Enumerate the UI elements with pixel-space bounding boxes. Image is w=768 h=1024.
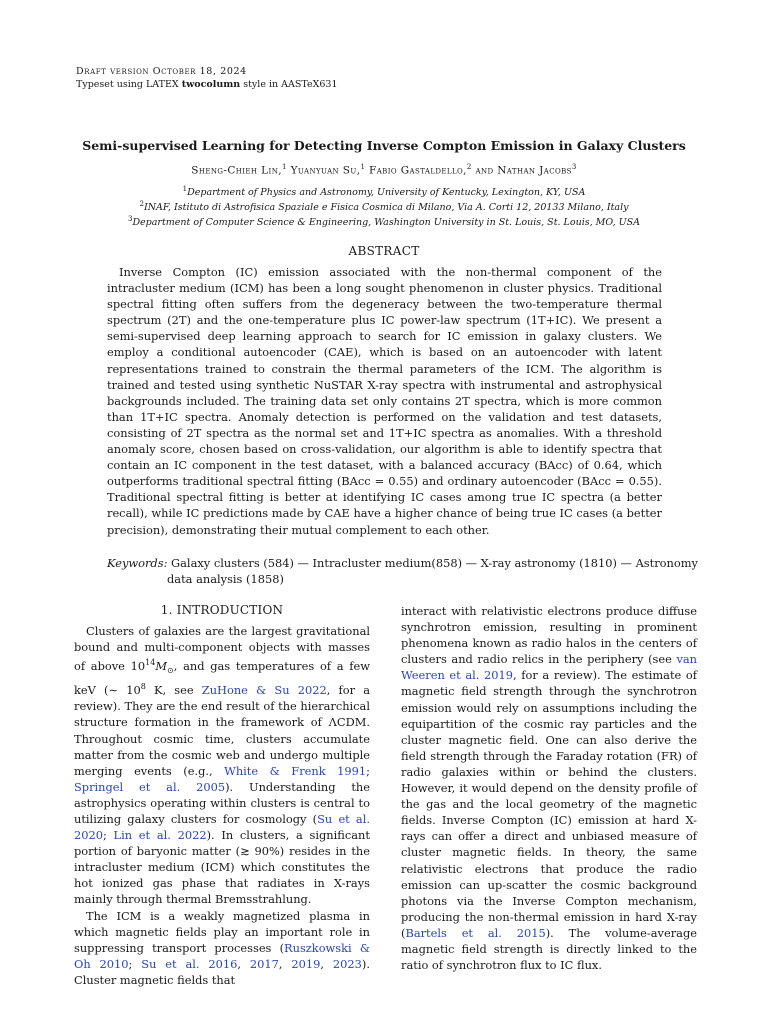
body-text: , [278,956,292,971]
affiliation-text: Department of Computer Science & Engineering, Washington University in St. Louis, St. Louis, MO, USA [132,217,641,229]
affiliation-2 [60,200,708,213]
superscript-text: 8 [140,682,146,692]
typeset-line [76,79,338,90]
affiliation-3 [60,215,708,228]
body-text: K, see [145,683,202,698]
body-text: M [155,659,168,674]
citation-link[interactable]: 2019 [291,956,321,971]
author-name: Fabio Gastaldello, [365,164,467,177]
typeset-bold: twocolumn [181,79,241,90]
typeset-latex: LATEX [146,79,179,90]
author-affil-mark: 2 [466,163,472,171]
citation-link[interactable]: Springel et al. 2005 [74,779,226,794]
citation-link[interactable]: Su et al. 2020 [74,812,370,843]
citation-link[interactable]: van Weeren et al. 2019 [401,652,697,683]
body-text: , for a review). The estimate of magnetic field strength through the synchrotron emission would rely on assumptions including the equipartition of the cosmic ray particles and the cluster magnetic field. One can also derive the field strength through the Faraday rotation (FR) of radio galaxies within or behind the clusters. However, it would depend on the density profile of the gas and the local geometry of the magnetic fields. Inverse Compton (IC) emission at hard X-rays can offer a direct and unbiased measure of cluster magnetic fields. In theory, the same relativistic electrons that produce the radio emission can up-scatter the cosmic background photons via the Inverse Compton mechanism, producing the non-thermal emission in hard X-ray ( [401,668,697,940]
citation-link[interactable]: 2023 [332,956,362,971]
affiliation-mark: 2 [139,200,144,208]
right-column [401,603,697,973]
author-name: Yuanyuan Su, [286,164,361,177]
citation-link[interactable]: ZuHone & Su 2022 [201,683,327,698]
abstract-heading: ABSTRACT [348,244,420,258]
body-text: ). Understanding the astrophysics operating within clusters is central to utilizing galaxy clusters for cosmology ( [74,779,370,826]
body-text: ). The volume-average magnetic field strength is directly linked to the ratio of synchrotron flux to IC flux. [401,925,697,973]
author-affil-mark: 1 [360,163,366,171]
abstract-body: Inverse Compton (IC) emission associated with the non-thermal component of the intracluster medium (ICM) has been a long sought phenomenon in cluster physics. Traditional spectral fitting often suffers from the degeneracy between the two-temperature thermal spectrum (2T) and the one-temperature plus IC power-law spectrum (1T+IC). We present a semi-supervised deep learning approach to search for IC emission in galaxy clusters. We employ a conditional autoencoder (CAE), which is based on an autoencoder with latent representations trained to constrain the thermal parameters of the ICM. The algorithm is trained and tested using synthetic NuSTAR X-ray spectra with instrumental and astrophysical backgrounds included. The training data set only contains 2T spectra, which is more common than 1T+IC spectra. Anomaly detection is performed on the validation and test datasets, consisting of 2T spectra as the normal set and 1T+IC spectra as anomalies. With a threshold anomaly score, chosen based on cross-validation, our algorithm is able to identify spectra that contain an IC component in the test dataset, with a balanced accuracy (BAcc) of 0.64, which outperforms traditional spectral fitting (BAcc = 0.55) and ordinary autoencoder (BAcc = 0.55). Traditional spectral fitting is better at identifying IC cases among true IC spectra (a better recall), while IC predictions made by CAE have a higher chance of being true IC cases (a better precision), demonstrating their mutual complement to each other. [107,265,662,537]
author-name: and Nathan Jacobs [471,164,572,177]
superscript-text: 14 [145,658,156,668]
paper-title: Semi-supervised Learning for Detecting Inverse Compton Emission in Galaxy Clusters [82,138,686,153]
intro-paragraph-1 [74,623,370,907]
typeset-prefix: Typeset using [76,79,146,90]
body-text: The ICM is a weakly magnetized plasma in which magnetic fields play an important role in suppressing transport processes ( [74,908,370,955]
subscript-text: ⊙ [167,666,174,676]
citation-link[interactable]: White & Frenk 1991 [224,763,367,778]
author-affil-mark: 1 [281,163,287,171]
body-text: , and gas temperatures of a few keV (∼ 10 [74,659,370,698]
body-text: ; [103,828,114,843]
affiliation-1 [60,185,708,198]
body-text: , [320,956,333,971]
keywords [107,555,722,587]
affiliation-text: Department of Physics and Astronomy, University of Kentucky, Lexington, KY, USA [187,187,586,199]
typeset-suffix: style in AASTeX631 [240,79,338,90]
affiliation-mark: 1 [182,185,188,193]
affiliation-mark: 3 [127,215,133,223]
body-text: ; [128,956,142,971]
citation-link[interactable]: Ruszkowski & Oh 2010 [74,940,370,971]
body-text: , [237,956,250,971]
citation-link[interactable]: Bartels et al. 2015 [405,925,546,940]
body-text: ; [366,763,370,778]
affiliation-text: INAF, Istituto di Astrofisica Spaziale e Fisica Cosmica di Milano, Via A. Corti 12, 20133 Milano, Italy [143,202,629,214]
body-text: , for a review). They are the end result of the hierarchical structure formation in the framework of ΛCDM. Throughout cosmic time, clusters accumulate matter from the cosmic web and undergo multiple merging events (e.g., [74,683,370,778]
intro-paragraph-3 [401,603,697,973]
body-text: ). In clusters, a significant portion of baryonic matter (≳ 90%) resides in the intracluster medium (ICM) which constitutes the hot ionized gas phase that radiates in X-rays mainly through thermal Bremsstrahlung. [74,828,370,907]
left-column [74,602,370,988]
body-text: interact with relativistic electrons produce diffuse synchrotron emission, resulting in prominent phenomena known as radio halos in the centers of clusters and radio relics in the periphery (see [401,604,697,667]
body-text: Clusters of galaxies are the largest gravitational bound and multi-component objects with masses of above 10 [74,624,370,674]
keywords-text: Galaxy clusters (584) — Intracluster medium(858) — X-ray astronomy (1810) — Astronomy data analysis (1858) [167,556,698,586]
citation-link[interactable]: Su et al. 2016 [141,956,238,971]
citation-link[interactable]: 2017 [249,956,279,971]
body-text: ). Cluster magnetic fields that [74,956,370,987]
section-heading-introduction: 1. INTRODUCTION [160,603,284,617]
intro-paragraph-2 [74,908,370,988]
author-name: Sheng-Chieh Lin, [191,164,282,177]
citation-link[interactable]: Lin et al. 2022 [113,828,207,843]
keywords-label: Keywords: [107,556,168,570]
author-list [60,163,708,177]
author-affil-mark: 3 [571,163,577,171]
draft-version-line: Draft version October 18, 2024 [76,66,247,77]
